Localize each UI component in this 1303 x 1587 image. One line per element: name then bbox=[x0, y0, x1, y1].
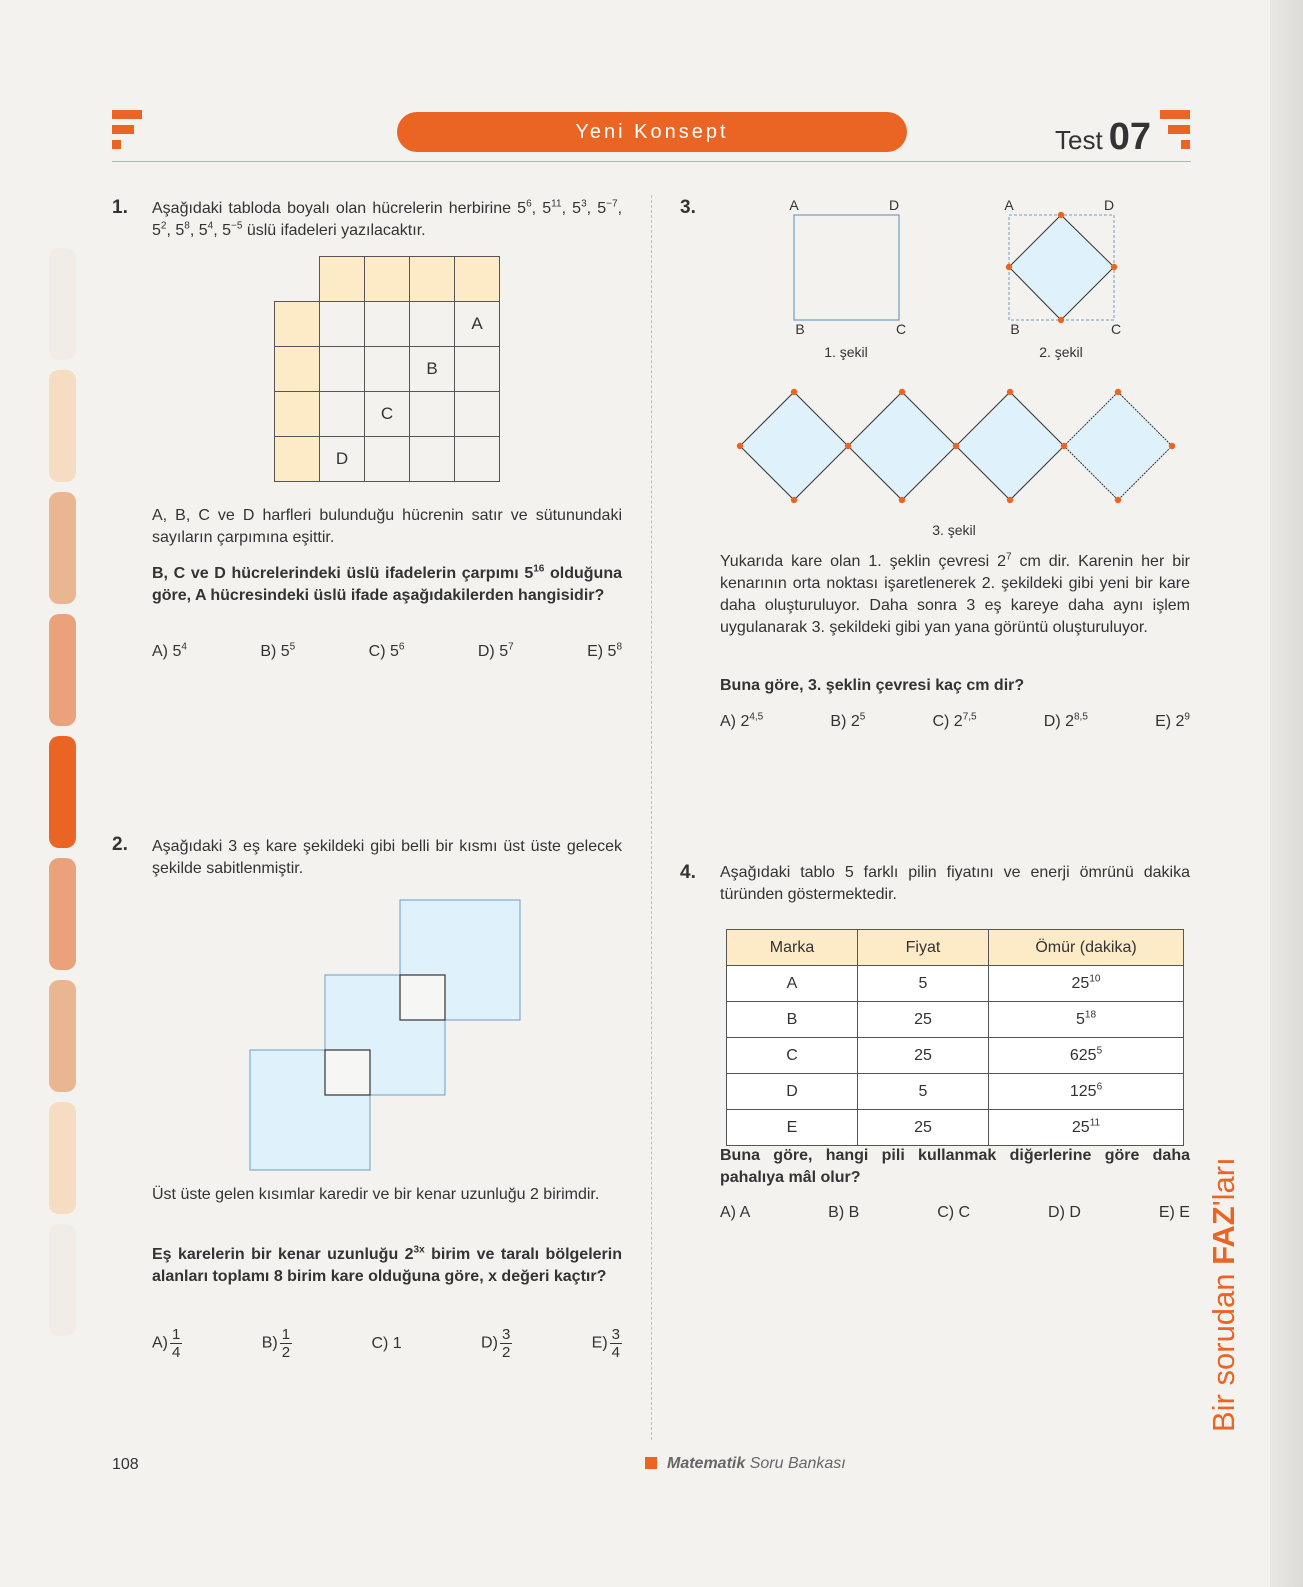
answer-option[interactable]: C) $5^6$ bbox=[368, 641, 405, 660]
q3-figure-3 bbox=[735, 385, 1175, 545]
answer-option[interactable]: B) $2^5$ bbox=[830, 711, 866, 730]
svg-text:A: A bbox=[1004, 197, 1014, 213]
book-title: Matematik Soru Bankası bbox=[645, 1455, 846, 1473]
svg-text:C: C bbox=[895, 321, 907, 337]
q3-options bbox=[720, 713, 1190, 731]
svg-text:B: B bbox=[795, 321, 805, 337]
question-number: 2. bbox=[112, 834, 128, 855]
column-divider bbox=[651, 195, 652, 1440]
section-banner: Yeni Konsept bbox=[397, 112, 907, 152]
cell-marka: A bbox=[727, 966, 858, 1002]
cell-b: B bbox=[410, 347, 455, 392]
answer-option[interactable]: B) B bbox=[828, 1204, 860, 1221]
question-number: 1. bbox=[112, 197, 128, 218]
cell-omur: $25^{10}$ bbox=[989, 966, 1184, 1002]
fraction: $\frac{3}{4}$ bbox=[611, 1326, 620, 1361]
svg-text:D: D bbox=[1103, 197, 1115, 213]
cell-omur: $125^6$ bbox=[989, 1074, 1184, 1110]
answer-option[interactable]: A) A bbox=[720, 1204, 751, 1221]
brand-logo-left bbox=[112, 110, 142, 150]
q2-intro: Aşağıdaki 3 eş kare şekildeki gibi belli bir kısmı üst üste gelecek şekilde sabitlenmiştir. bbox=[152, 838, 622, 877]
svg-text:1. şekil: 1. şekil bbox=[824, 344, 868, 360]
answer-option[interactable]: A) 2$^{4,5}$ bbox=[720, 711, 764, 730]
table-header: Marka bbox=[727, 930, 858, 966]
svg-text:B: B bbox=[1010, 321, 1020, 337]
cell-fiyat: 25 bbox=[858, 1110, 989, 1146]
svg-text:A: A bbox=[789, 197, 799, 213]
table-header: Ömür (dakika) bbox=[989, 930, 1184, 966]
q2-overlapping-squares bbox=[248, 898, 528, 1176]
q4-battery-table bbox=[726, 929, 1184, 1146]
cell-omur: $625^5$ bbox=[989, 1038, 1184, 1074]
table-row bbox=[727, 1110, 1184, 1146]
brand-logo-right bbox=[1160, 110, 1190, 150]
header-rule bbox=[112, 161, 1191, 162]
chapter-tab bbox=[49, 248, 76, 360]
cell-c: C bbox=[365, 392, 410, 437]
q1-options bbox=[152, 643, 622, 661]
answer-option[interactable]: B) $5^5$ bbox=[260, 641, 296, 660]
q4-question: Buna göre, hangi pili kullanmak diğerlerine göre daha pahalıya mâl olur? bbox=[720, 1147, 1190, 1186]
cell-fiyat: 5 bbox=[858, 1074, 989, 1110]
q1-question: B, C ve D hücrelerindeki üslü ifadelerin çarpımı $5^{16}$ olduğuna göre, A hücresindeki üslü ifade aşağıdakilerden hangisidir? bbox=[152, 563, 622, 604]
q1-explanation: A, B, C ve D harfleri bulunduğu hücrenin satır ve sütunundaki sayıların çarpımına eşittir. bbox=[152, 507, 622, 546]
cell-marka: B bbox=[727, 1002, 858, 1038]
answer-option[interactable]: C) C bbox=[937, 1204, 971, 1221]
table-row bbox=[727, 1074, 1184, 1110]
answer-option[interactable]: D) D bbox=[1048, 1204, 1081, 1221]
side-slogan: Bir sorudan FAZ'ları bbox=[1206, 1157, 1241, 1432]
q2-options bbox=[152, 1326, 622, 1361]
cell-d: D bbox=[320, 437, 365, 482]
answer-option[interactable]: E) E bbox=[1158, 1204, 1190, 1221]
answer-option[interactable]: E) $5^8$ bbox=[587, 641, 622, 660]
table-row bbox=[727, 1038, 1184, 1074]
table-header: Fiyat bbox=[858, 930, 989, 966]
cell-fiyat: 5 bbox=[858, 966, 989, 1002]
svg-text:3. şekil: 3. şekil bbox=[932, 522, 976, 538]
answer-option[interactable]: C) 1 bbox=[371, 1334, 402, 1352]
page-edge-shadow bbox=[1270, 0, 1303, 1587]
chapter-tab bbox=[49, 492, 76, 604]
q4-intro: Aşağıdaki tablo 5 farklı pilin fiyatını ve enerji ömrünü dakika türünden göstermektedir. bbox=[720, 864, 1190, 903]
answer-option[interactable]: C) 2$^{7,5}$ bbox=[932, 711, 977, 730]
fraction: $\frac{1}{2}$ bbox=[281, 1326, 291, 1361]
q2-question: Eş karelerin bir kenar uzunluğu $2^{3x}$ birim ve taralı bölgelerin alanları toplamı 8 birim kare olduğuna göre, x değeri kaçtır? bbox=[152, 1244, 622, 1285]
svg-text:D: D bbox=[888, 197, 900, 213]
table-row bbox=[727, 1002, 1184, 1038]
q4-options bbox=[720, 1204, 1190, 1222]
cell-fiyat: 25 bbox=[858, 1002, 989, 1038]
q3-question: Buna göre, 3. şeklin çevresi kaç cm dir? bbox=[720, 677, 1025, 694]
question-number: 4. bbox=[680, 862, 696, 883]
overlap-square bbox=[325, 1050, 370, 1095]
q1-grid bbox=[274, 256, 500, 482]
fraction: $\frac{3}{2}$ bbox=[501, 1326, 511, 1361]
cell-fiyat: 25 bbox=[858, 1038, 989, 1074]
q3-figure-1 bbox=[780, 195, 920, 365]
page-number: 108 bbox=[112, 1456, 139, 1473]
q3-text: Yukarıda kare olan 1. şeklin çevresi $2^7$ cm dir. Karenin her bir kenarının orta noktası işaretlenerek 2. şekildeki gibi yeni bir kare daha oluşturuluyor. Daha sonra 3 eş kareye daha aynı işlem uygulanarak 3. şekildeki gibi yan yana görüntü oluşturuluyor. bbox=[720, 551, 1191, 636]
answer-option[interactable]: E) $\frac{3}{4}$ bbox=[591, 1326, 620, 1361]
answer-option[interactable]: D) $\frac{3}{2}$ bbox=[481, 1326, 511, 1361]
chapter-tab bbox=[49, 1102, 76, 1214]
test-title: Test 07 bbox=[1055, 116, 1151, 158]
q3-figure-2 bbox=[995, 195, 1135, 365]
cell-marka: E bbox=[727, 1110, 858, 1146]
svg-text:2. şekil: 2. şekil bbox=[1039, 344, 1083, 360]
svg-text:C: C bbox=[1110, 321, 1122, 337]
table-row bbox=[727, 966, 1184, 1002]
chapter-tab bbox=[49, 1224, 76, 1336]
chapter-tab bbox=[49, 736, 76, 848]
q2-explanation: Üst üste gelen kısımlar karedir ve bir kenar uzunluğu 2 birimdir. bbox=[152, 1186, 600, 1203]
question-number: 3. bbox=[680, 197, 696, 218]
test-number: 07 bbox=[1108, 116, 1151, 158]
answer-option[interactable]: A) $5^4$ bbox=[152, 641, 187, 660]
square-bullet-icon bbox=[645, 1457, 657, 1469]
answer-option[interactable]: E) $2^9$ bbox=[1155, 711, 1190, 730]
answer-option[interactable]: A) $\frac{1}{4}$ bbox=[152, 1326, 181, 1361]
fraction: $\frac{1}{4}$ bbox=[172, 1326, 181, 1361]
chapter-tab bbox=[49, 614, 76, 726]
cell-omur: $5^{18}$ bbox=[989, 1002, 1184, 1038]
chapter-tab bbox=[49, 980, 76, 1092]
chapter-tab bbox=[49, 858, 76, 970]
cell-marka: C bbox=[727, 1038, 858, 1074]
answer-option[interactable]: D) $5^7$ bbox=[477, 641, 514, 660]
q1-intro: Aşağıdaki tabloda boyalı olan hücrelerin herbirine $5^6$, $5^{11}$, $5^3$, $5^{-7}$, $5^2$, $5^8$, $5^4$, $5^{-5}$ üslü ifadeleri yazılacaktır. bbox=[152, 198, 623, 239]
answer-option[interactable]: B) $\frac{1}{2}$ bbox=[261, 1326, 291, 1361]
overlap-square bbox=[400, 975, 445, 1020]
cell-marka: D bbox=[727, 1074, 858, 1110]
chapter-tab bbox=[49, 370, 76, 482]
cell-omur: $25^{11}$ bbox=[989, 1110, 1184, 1146]
answer-option[interactable]: D) 2$^{8,5}$ bbox=[1043, 711, 1088, 730]
cell-a: A bbox=[455, 302, 500, 347]
